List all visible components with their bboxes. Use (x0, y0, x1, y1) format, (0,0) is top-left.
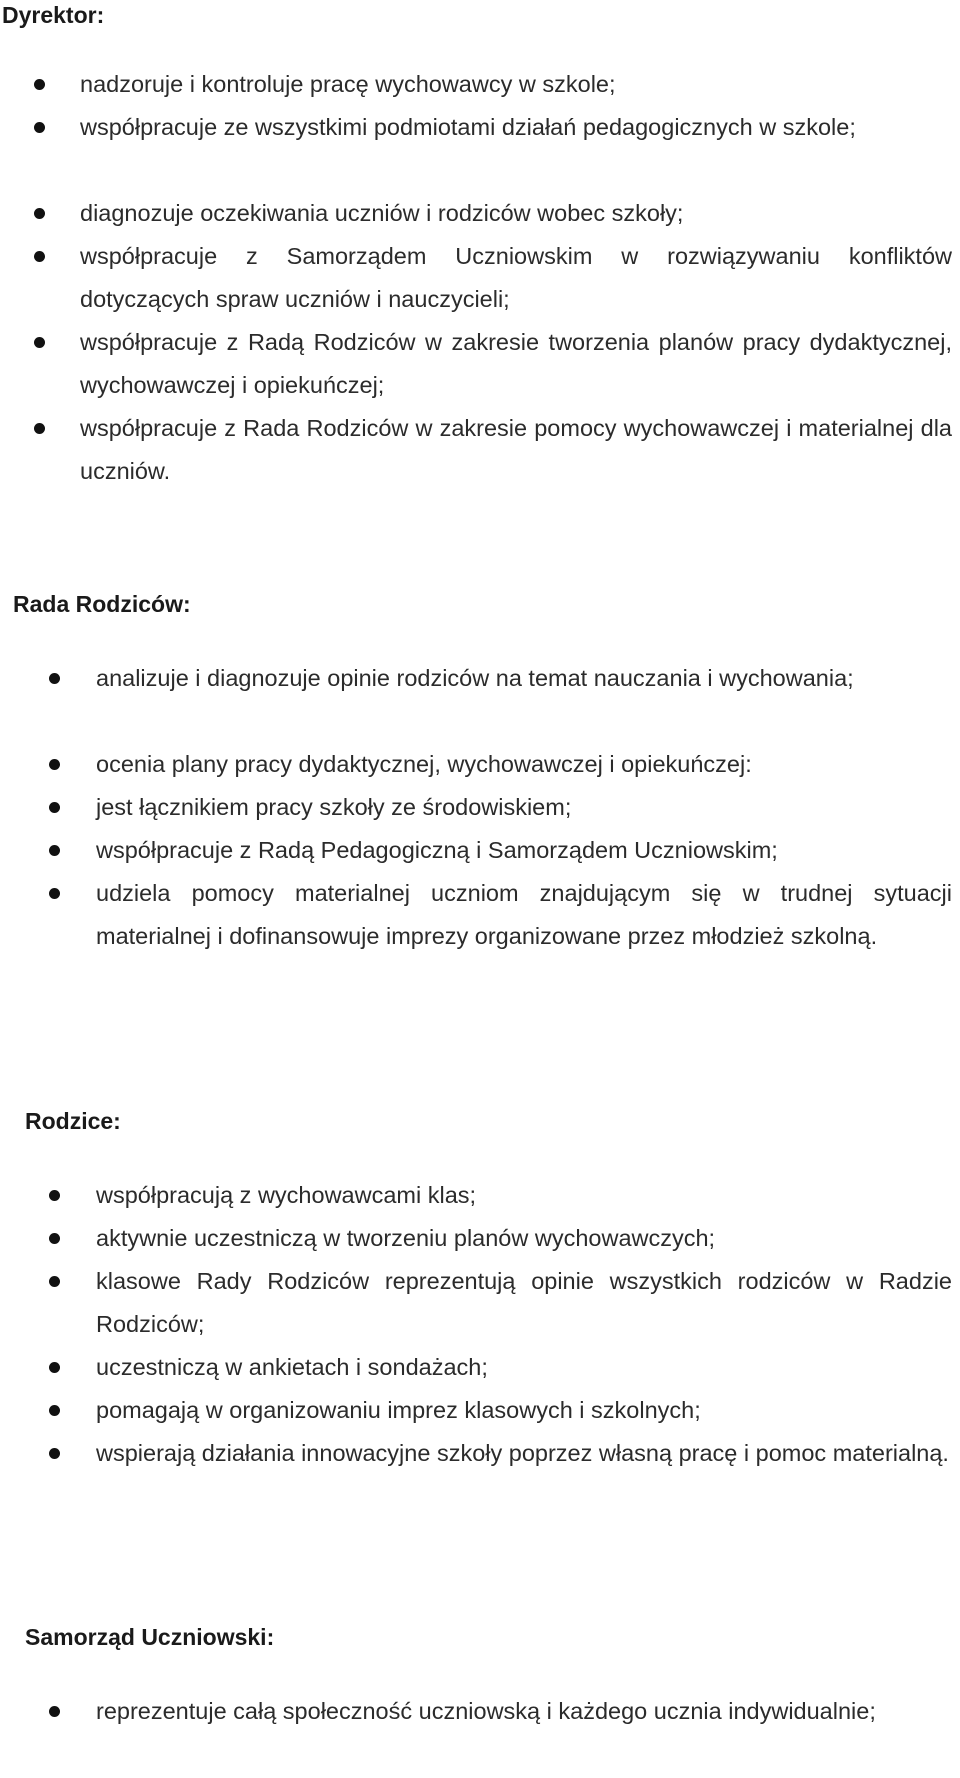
list-item-text: klasowe Rady Rodziców reprezentują opinie wszystkich rodziców w Radzie Rodziców; (96, 1268, 952, 1337)
bullet-icon (34, 337, 45, 348)
list-item-text: uczestniczą w ankietach i sondażach; (96, 1354, 488, 1380)
list-item-text: współpracuje z Samorządem Uczniowskim w rozwiązywaniu konfliktów dotyczących spraw uczniów i nauczycieli; (80, 243, 952, 312)
section-heading: Samorząd Uczniowski: (25, 1624, 275, 1650)
bullet-icon (34, 251, 45, 262)
list-item-text: wspierają działania innowacyjne szkoły poprzez własną pracę i pomoc materialną. (96, 1440, 949, 1466)
section-heading: Dyrektor: (2, 2, 105, 28)
list-item-text: jest łącznikiem pracy szkoły ze środowiskiem; (96, 794, 572, 820)
bullet-icon (49, 673, 60, 684)
bullet-icon (49, 1448, 60, 1459)
section-heading: Rodzice: (25, 1108, 121, 1134)
list-item-text: nadzoruje i kontroluje pracę wychowawcy w szkole; (80, 71, 616, 97)
bullet-icon (49, 888, 60, 899)
list-item-text: udziela pomocy materialnej uczniom znajdującym się w trudnej sytuacji materialnej i dofinansowuje imprezy organizowane przez młodzież szkolną. (96, 880, 952, 949)
bullet-icon (34, 122, 45, 133)
bullet-icon (49, 1276, 60, 1287)
bullet-icon (49, 1190, 60, 1201)
bullet-icon (49, 1706, 60, 1717)
list-item-text: współpracuje z Rada Rodziców w zakresie pomocy wychowawczej i materialnej dla uczniów. (80, 415, 952, 484)
list-item-text: współpracują z wychowawcami klas; (96, 1182, 477, 1208)
section-heading: Rada Rodziców: (13, 591, 191, 617)
bullet-icon (49, 1233, 60, 1244)
bullet-icon (49, 802, 60, 813)
bullet-icon (34, 208, 45, 219)
bullet-icon (49, 1362, 60, 1373)
list-item-text: analizuje i diagnozuje opinie rodziców na temat nauczania i wychowania; (96, 665, 854, 691)
list-item-text: reprezentuje całą społeczność uczniowską i każdego ucznia indywidualnie; (96, 1698, 876, 1724)
list-item-text: ocenia plany pracy dydaktycznej, wychowawczej i opiekuńczej: (96, 751, 752, 777)
list-item-text: współpracuje z Radą Pedagogiczną i Samorządem Uczniowskim; (96, 837, 778, 863)
bullet-icon (49, 845, 60, 856)
list-item-text: pomagają w organizowaniu imprez klasowych i szkolnych; (96, 1397, 701, 1423)
bullet-icon (34, 79, 45, 90)
list-item-text: współpracuje z Radą Rodziców w zakresie tworzenia planów pracy dydaktycznej, wychowawczej i opiekuńczej; (80, 329, 952, 398)
bullet-icon (49, 759, 60, 770)
list-item-text: diagnozuje oczekiwania uczniów i rodziców wobec szkoły; (80, 200, 684, 226)
bullet-icon (34, 423, 45, 434)
list-item-text: współpracuje ze wszystkimi podmiotami działań pedagogicznych w szkole; (80, 114, 856, 140)
bullet-icon (49, 1405, 60, 1416)
list-item-text: aktywnie uczestniczą w tworzeniu planów wychowawczych; (96, 1225, 716, 1251)
